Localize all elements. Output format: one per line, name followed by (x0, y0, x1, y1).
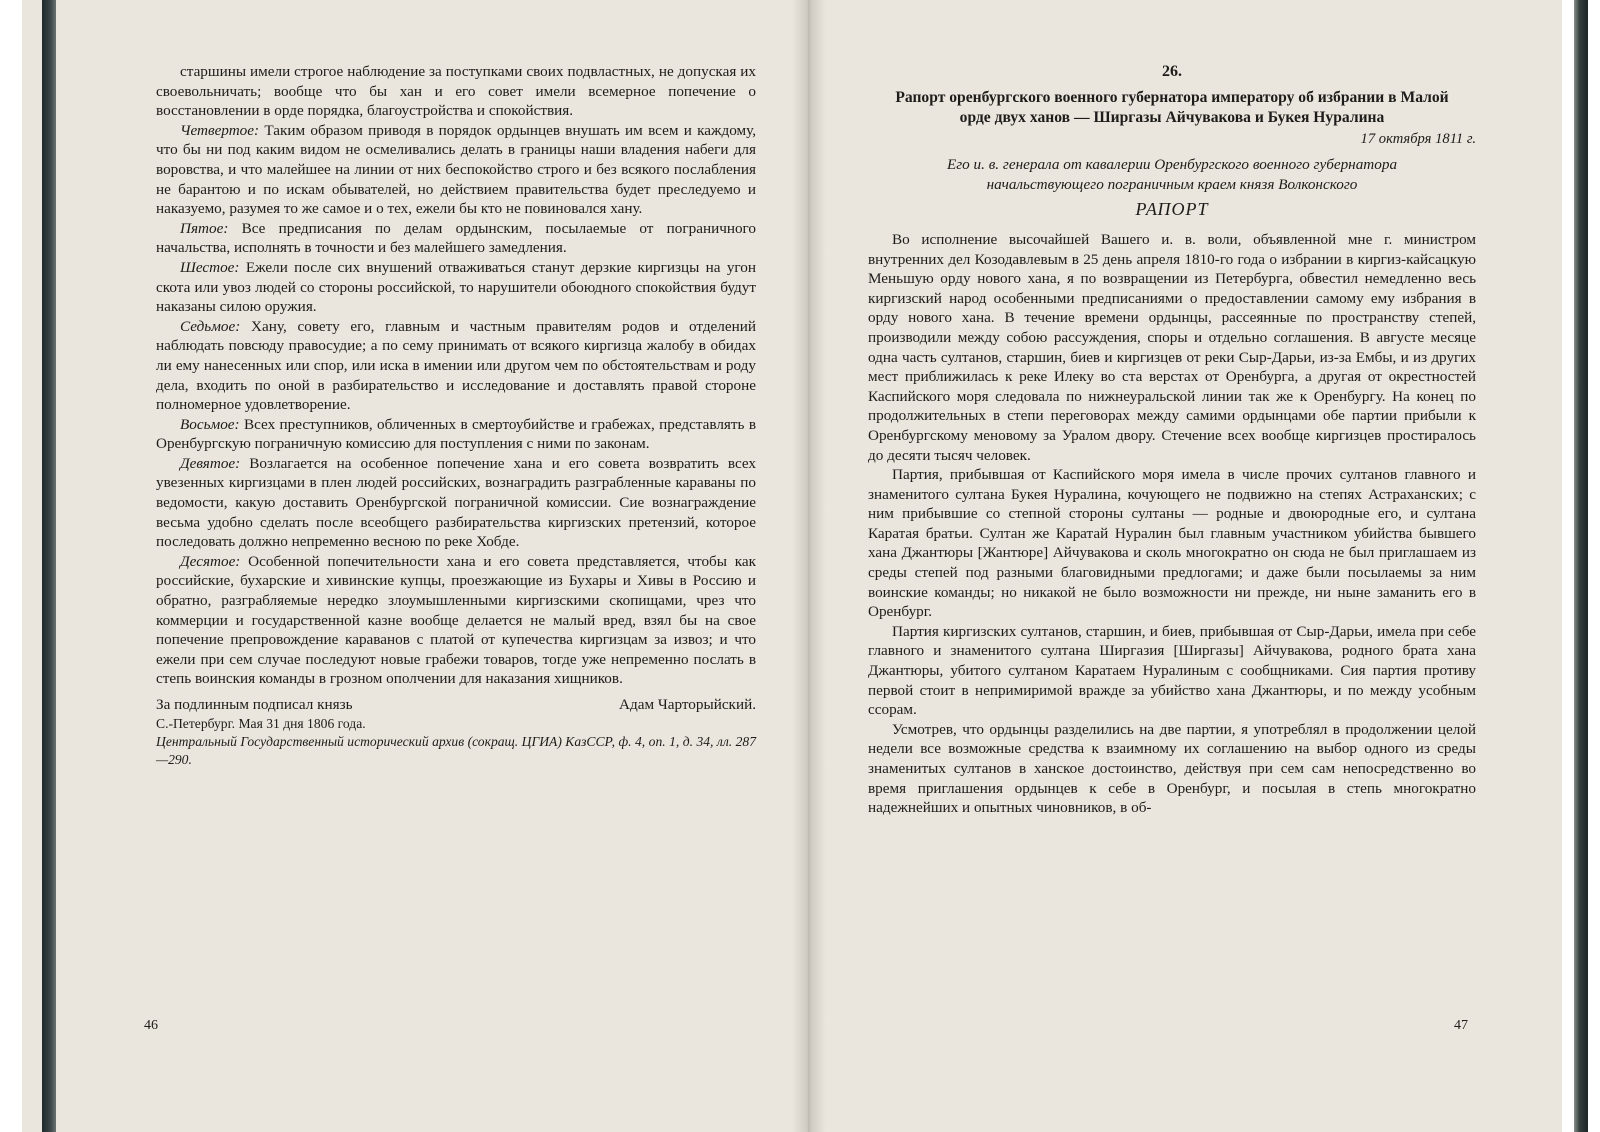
item-label: Восьмое: (180, 415, 240, 433)
document-title: Рапорт оренбургского военного губернатора императору об избрании в Малой орде двух ханов — Ширгазы Айчувакова и Букея Нуралина (895, 88, 1449, 126)
document-addressee: Его и. в. генерала от кавалерии Оренбургского военного губернатора начальствующего пограничным краем князя Волконского (946, 156, 1398, 193)
document-date: 17 октября 1811 г. (1360, 130, 1476, 147)
book-spread (22, 0, 1562, 1132)
paragraph-item-10: Десятое: Особенной попечительности хана и его совета представляется, чтобы как российские, бухарские и хивинские купцы, проезжающие из Бухары и Хивы в Россию и обратно, разграбляемые нередко злоумышленными киргизскими скопищами, чрез что коммерции и государственной казне вообще делается не малый вред, взял бы на свое попечение препровождение караванов с платой от купечества киргизцам за извоз; и что ежели при сем случае последуют новые грабежи товаров, тогде уже непременно послать в степь воинския команды в грозном ополчении для наказания хищников. (156, 552, 757, 688)
paragraph-item-4: Четвертое: Таким образом приводя в порядок ордынцев внушать им всем и каждому, что бы ни под каким видом не осмеливались делать в границы наши владения набеги для воровства, и что малейшее на линии от них беспокойство строго и без всякого послабления не барантою и по искам обывателей, но действием правительства будет преследуемо и наказуемо, разумея то же самое и о тех, ежели бы кто не повиновался хану. (156, 121, 756, 218)
document-number: 26. (1162, 63, 1182, 80)
left-page-text (156, 62, 756, 769)
item-label: Пятое: (180, 219, 229, 237)
left-page (56, 0, 792, 1132)
item-label: Шестое: (180, 258, 240, 276)
right-page (826, 0, 1574, 1132)
place-date: С.-Петербург. Мая 31 дня 1806 года. (156, 715, 366, 731)
report-paragraph: Во исполнение высочайшей Вашего и. в. воли, объявленной мне г. министром внутренних дел Козодавлевым в 25 день апреля 1810-го года о избрании в киргиз-кайсацкую Меньшую орду нового хана, я по возвращении из Петербурга, обвестил немедленно весь киргизский народ особенными предписаниями о предоставлении самому ему избрания в орду нового хана. В течение времени ордынцы, рассеянные по пространству степей, производили между собою рассуждения, споры и отдельно соглашения. В августе месяце одна часть султанов, старшин, биев и киргизцев от реки Сыр-Дарьи, из-за Ембы, и из других мест приближилась к реке Илеку во ста верстах от Оренбурга, а другая от окрестностей Каспийского моря следовала по нижнеуральской линии так же к Оренбургу. На конец по продолжительных в степи переговорах между самими ордынцами обе партии прибыли к Оренбургскому меновому за Уралом двору. Стечение всех вообще киргизцев простиралось до десяти тысяч человек. (868, 230, 1476, 464)
report-heading: РАПОРТ (1135, 199, 1209, 220)
right-page-text (868, 62, 1476, 818)
paragraph-item-8: Восьмое: Всех преступников, обличенных в смертоубийстве и грабежах, представлять в Оренбургскую пограничную комиссию для поступления с ними по законам. (156, 415, 757, 453)
item-label: Десятое: (180, 552, 241, 570)
report-paragraph: Усмотрев, что ордынцы разделились на две партии, я употреблял в продолжении целой недели все возможные средства к взаимному их соглашению на выбор одного из среды знаменитых султанов в ханское достоинство, действуя при сем сам непосредственно во время приглашения ордынцев к себе в Оренбург, и посылая в степь многократно надежнейших и опытных чиновников, в об- (868, 720, 1476, 817)
item-label: Седьмое: (180, 317, 241, 335)
archive-reference: Центральный Государственный исторический архив (сокращ. ЦГИА) КазССР, ф. 4, оп. 1, д. 34, лл. 287—290. (156, 733, 756, 767)
signature-line (156, 695, 756, 715)
report-paragraph: Партия киргизских султанов, старшин, и биев, прибывшая от Сыр-Дарьи, имела при себе главного и знаменитого султана Ширгазия [Ширгазы] Айчувакова, родного брата хана Джантюры, убитого султаном Каратаем Нуралиным с сообщниками. Сия партия противу первой стоит в непримиримой вражде за убийство хана Джантюры, и по между усобным ссорам. (868, 622, 1476, 719)
paragraph-continuation: старшины имели строгое наблюдение за поступками своих подвластных, не допуская их своевольничать; вообще что бы хан и его совет имели всемерное попечение о восстановлении в орде порядка, благоустройства и спокойствия. (156, 63, 756, 120)
book-gutter (792, 0, 826, 1132)
item-label: Четвертое: (180, 121, 260, 139)
page-number-right: 47 (1454, 1018, 1468, 1033)
signature-left: За подлинным подписал князь (156, 696, 353, 713)
signature-name: Адам Чарторыйский. (619, 696, 756, 713)
book-cover-edge-left (42, 0, 56, 1132)
paragraph-item-6: Шестое: Ежели после сих внушений отваживаться станут дерзкие киргизцы на угон скота или увоз людей со стороны российской, то нарушители обоюдного спокойствия будут наказаны силою оружия. (156, 258, 756, 316)
report-paragraph: Партия, прибывшая от Каспийского моря имела в числе прочих султанов главного и знаменитого султана Букея Нуралина, кочующего не подвижно на степях Астраханских; с ним прибывшие со степной стороны султаны — родные и двоюродные его, и султана Каратая братьи. Султан же Каратай Нуралин был главным участником убийства бывшего хана Джантюры [Жантюре] Айчувакова и сколь многократно он сюда не был приглашаем из среды степей под разными благовидными предлогами; и даже были посылаемы за ним воинские команды; но никакой не было возможности ни прежде, ни ныне заманить его в Оренбург. (868, 466, 1476, 621)
item-label: Девятое: (180, 454, 241, 472)
paragraph-item-9: Девятое: Возлагается на особенное попечение хана и его совета возвратить всех увезенных киргизцами в плен людей российских, вознаградить разграбленные караваны по ведомости, какую доставить Оренбургской пограничной комиссии. Сие вознаграждение весьма удобно сделать после всеобщего разбирательства киргизских претензий, которое последовать должно непременно весною по реке Хобде. (156, 454, 757, 551)
book-cover-edge-right (1574, 0, 1588, 1132)
page-number-left: 46 (144, 1018, 158, 1033)
paragraph-item-7: Седьмое: Хану, совету его, главным и частным правителям родов и отделений наблюдать повсюду правосудие; а по сему принимать от всякого киргизца жалобу в обидах ли ему нанесенных или спор, или иска в имении или другом чем по обстоятельствам и роду дела, входить по оной в разбирательство и исследование и доставлять правой стороне полномерное удовлетворение. (156, 317, 757, 414)
paragraph-item-5: Пятое: Все предписания по делам ордынским, посылаемые от пограничного начальства, исполнять в точности и без малейшего замедления. (156, 219, 757, 257)
